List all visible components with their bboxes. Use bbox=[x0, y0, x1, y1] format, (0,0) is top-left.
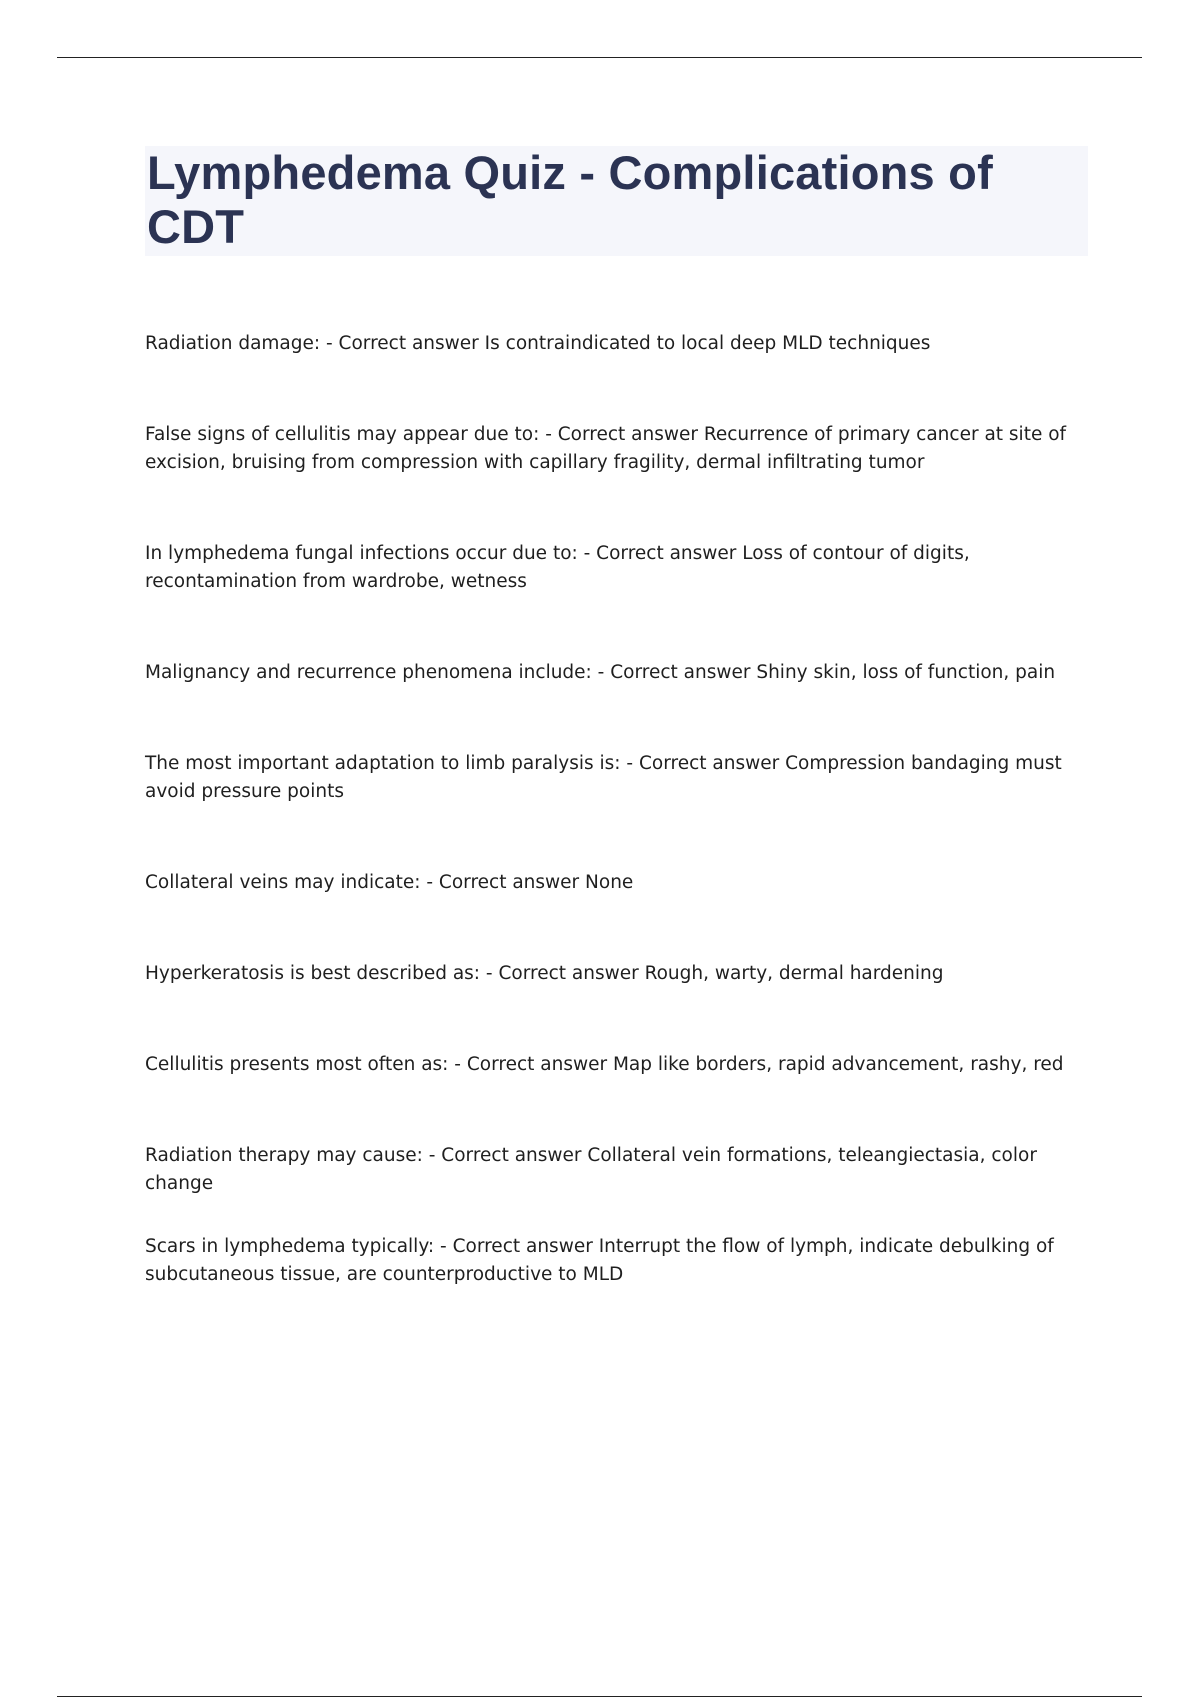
qa-item bbox=[145, 1142, 1095, 1194]
top-rule bbox=[57, 57, 1142, 58]
question-text: Hyperkeratosis is best described as: bbox=[145, 963, 481, 984]
question-text: Malignancy and recurrence phenomena include: bbox=[145, 662, 592, 683]
question-text: In lymphedema fungal infections occur due to: bbox=[145, 543, 578, 564]
answer-separator: - Correct answer bbox=[420, 872, 586, 893]
page-title: Lymphedema Quiz - Complications of CDT bbox=[147, 146, 993, 253]
question-text: Collateral veins may indicate: bbox=[145, 872, 421, 893]
qa-item bbox=[145, 540, 1095, 596]
answer-separator: - Correct answer bbox=[539, 424, 704, 445]
qa-item bbox=[145, 659, 1095, 687]
answer-text: Shiny skin, loss of function, pain bbox=[756, 662, 1056, 683]
answer-separator: - Correct answer bbox=[434, 1236, 599, 1257]
answer-separator: - Correct answer bbox=[620, 753, 786, 774]
answer-text: Rough, warty, dermal hardening bbox=[644, 963, 944, 984]
answer-text: Loss of contour of digits, recontamination from wardrobe, wetness bbox=[145, 543, 970, 592]
title-banner bbox=[145, 146, 1088, 256]
answer-separator: - Correct answer bbox=[320, 333, 485, 354]
qa-item bbox=[145, 960, 1095, 988]
question-text: Radiation damage: bbox=[145, 333, 321, 354]
answer-text: None bbox=[585, 872, 634, 893]
answer-text: Is contraindicated to local deep MLD techniques bbox=[484, 333, 931, 354]
qa-item bbox=[145, 421, 1095, 477]
qa-item bbox=[145, 330, 1095, 358]
qa-item bbox=[145, 1051, 1095, 1079]
answer-text: Collateral vein formations, teleangiectasia, color change bbox=[145, 1145, 1037, 1194]
answer-text: Compression bandaging must avoid pressure points bbox=[145, 753, 1062, 802]
question-text: Scars in lymphedema typically: bbox=[145, 1236, 435, 1257]
qa-list bbox=[145, 330, 1095, 1289]
answer-separator: - Correct answer bbox=[422, 1145, 588, 1166]
answer-text: Recurrence of primary cancer at site of excision, bruising from compression with capillary fragility, dermal infiltrating tumor bbox=[145, 424, 1067, 473]
question-text: Radiation therapy may cause: bbox=[145, 1145, 423, 1166]
qa-item bbox=[145, 750, 1095, 806]
answer-separator: - Correct answer bbox=[591, 662, 757, 683]
answer-separator: - Correct answer bbox=[448, 1054, 613, 1075]
question-text: False signs of cellulitis may appear due to: bbox=[145, 424, 540, 445]
qa-item bbox=[145, 869, 1095, 897]
answer-separator: - Correct answer bbox=[577, 543, 743, 564]
question-text: The most important adaptation to limb paralysis is: bbox=[145, 753, 621, 774]
question-text: Cellulitis presents most often as: bbox=[145, 1054, 449, 1075]
qa-item bbox=[145, 1233, 1095, 1289]
answer-separator: - Correct answer bbox=[480, 963, 645, 984]
answer-text: Map like borders, rapid advancement, rashy, red bbox=[612, 1054, 1064, 1075]
answer-text: Interrupt the flow of lymph, indicate debulking of subcutaneous tissue, are counterproductive to MLD bbox=[145, 1236, 1054, 1285]
bottom-rule bbox=[57, 1696, 1142, 1697]
